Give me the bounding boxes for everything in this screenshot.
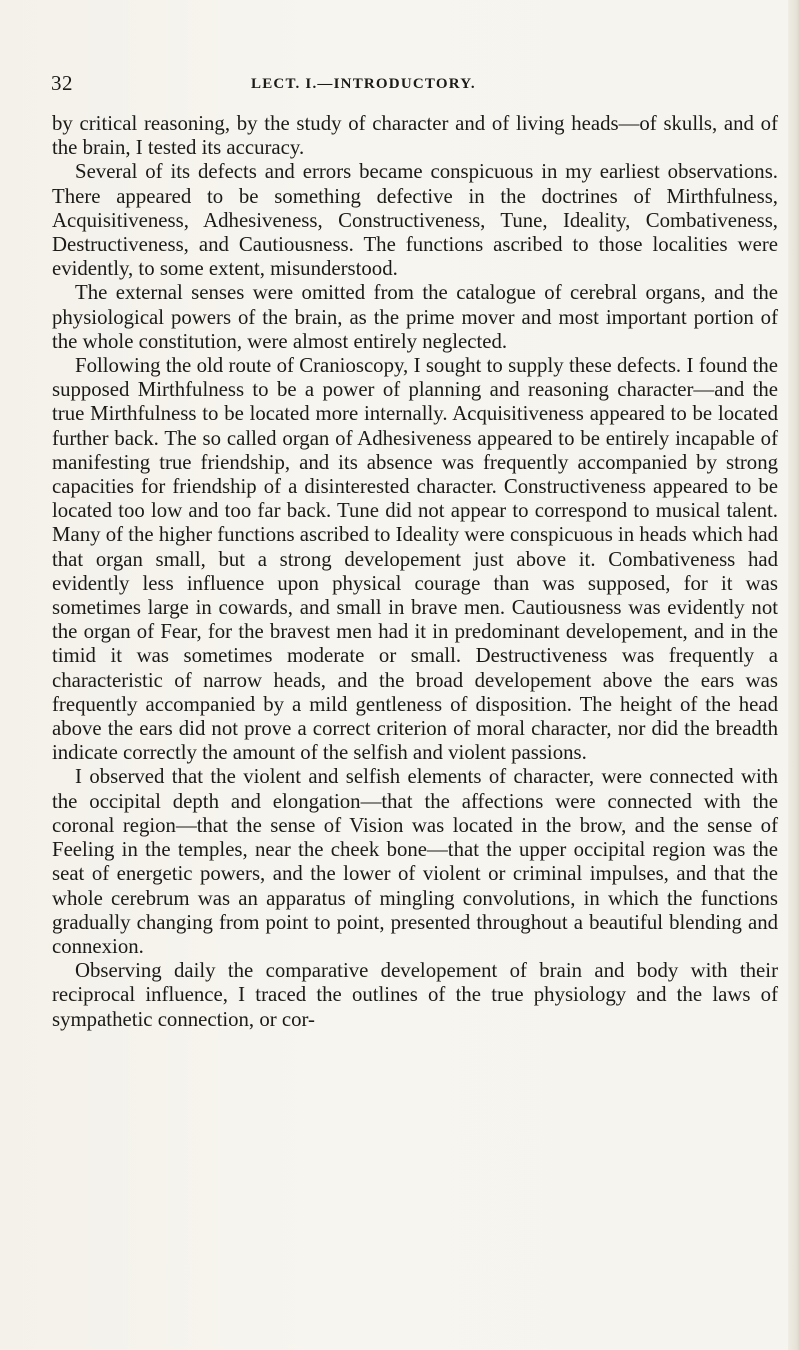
paragraph-observations: I observed that the violent and selfish elements of character, were connected with the occipital depth and elongation—that the affections were connected with the coronal region—that the sense of Vision was located in the brow, and the sense of Feeling in the temples, near the cheek bone—that the upper occipital region was the seat of energetic powers, and the lower of violent or criminal impulses, and that the whole cerebrum was an apparatus of mingling convolutions, in which the functions gradually changing from point to point, presented throughout a beautiful blending and connexion. xyxy=(52,765,778,958)
paragraph-defects: Several of its defects and errors became conspicuous in my earliest observations. There appeared to be something defective in the doctrines of Mirthfulness, Acquisitiveness, Adhesiveness, Constructiveness, Tune, Ideality, Combativeness, Destructiveness, and Cautiousness. The functions ascribed to those localities were evidently, to some extent, misunderstood. xyxy=(52,160,778,281)
page-number: 32 xyxy=(51,71,73,95)
body-text xyxy=(52,112,778,1032)
page-edge xyxy=(788,0,800,1350)
paragraph-cranioscopy: Following the old route of Cranioscopy, I sought to supply these defects. I found the supposed Mirthfulness to be a power of planning and reasoning character—and the true Mirthfulness to be located more internally. Acquisitiveness appeared to be located further back. The so called organ of Adhesiveness appeared to be entirely incapable of manifesting true friendship, and its absence was frequently accompanied by strong capacities for friendship of a disinterested character. Constructiveness appeared to be located too low and too far back. Tune did not appear to correspond to musical talent. Many of the higher functions ascribed to Ideality were conspicuous in heads which had that organ small, but a strong developement just above it. Combativeness had evidently less influence upon physical courage than was supposed, for it was sometimes large in cowards, and small in brave men. Cautiousness was evidently not the organ of Fear, for the bravest men had it in predominant developement, and in the timid it was sometimes moderate or small. Destructiveness was frequently a characteristic of narrow heads, and the broad developement above the ears was frequently accompanied by a mild gentleness of disposition. The height of the head above the ears did not prove a correct criterion of moral character, nor did the breadth indicate correctly the amount of the selfish and violent passions. xyxy=(52,354,778,765)
paragraph-continued: by critical reasoning, by the study of character and of living heads—of skulls, and of the brain, I tested its accuracy. xyxy=(52,112,778,160)
paragraph-physiology: Observing daily the comparative developement of brain and body with their reciprocal influence, I traced the outlines of the true physiology and the laws of sympathetic connection, or cor- xyxy=(52,959,778,1031)
running-head: LECT. I.—INTRODUCTORY. xyxy=(251,76,476,92)
paragraph-external-senses: The external senses were omitted from the catalogue of cerebral organs, and the physiological powers of the brain, as the prime mover and most important portion of the whole constitution, were almost entirely neglected. xyxy=(52,281,778,353)
